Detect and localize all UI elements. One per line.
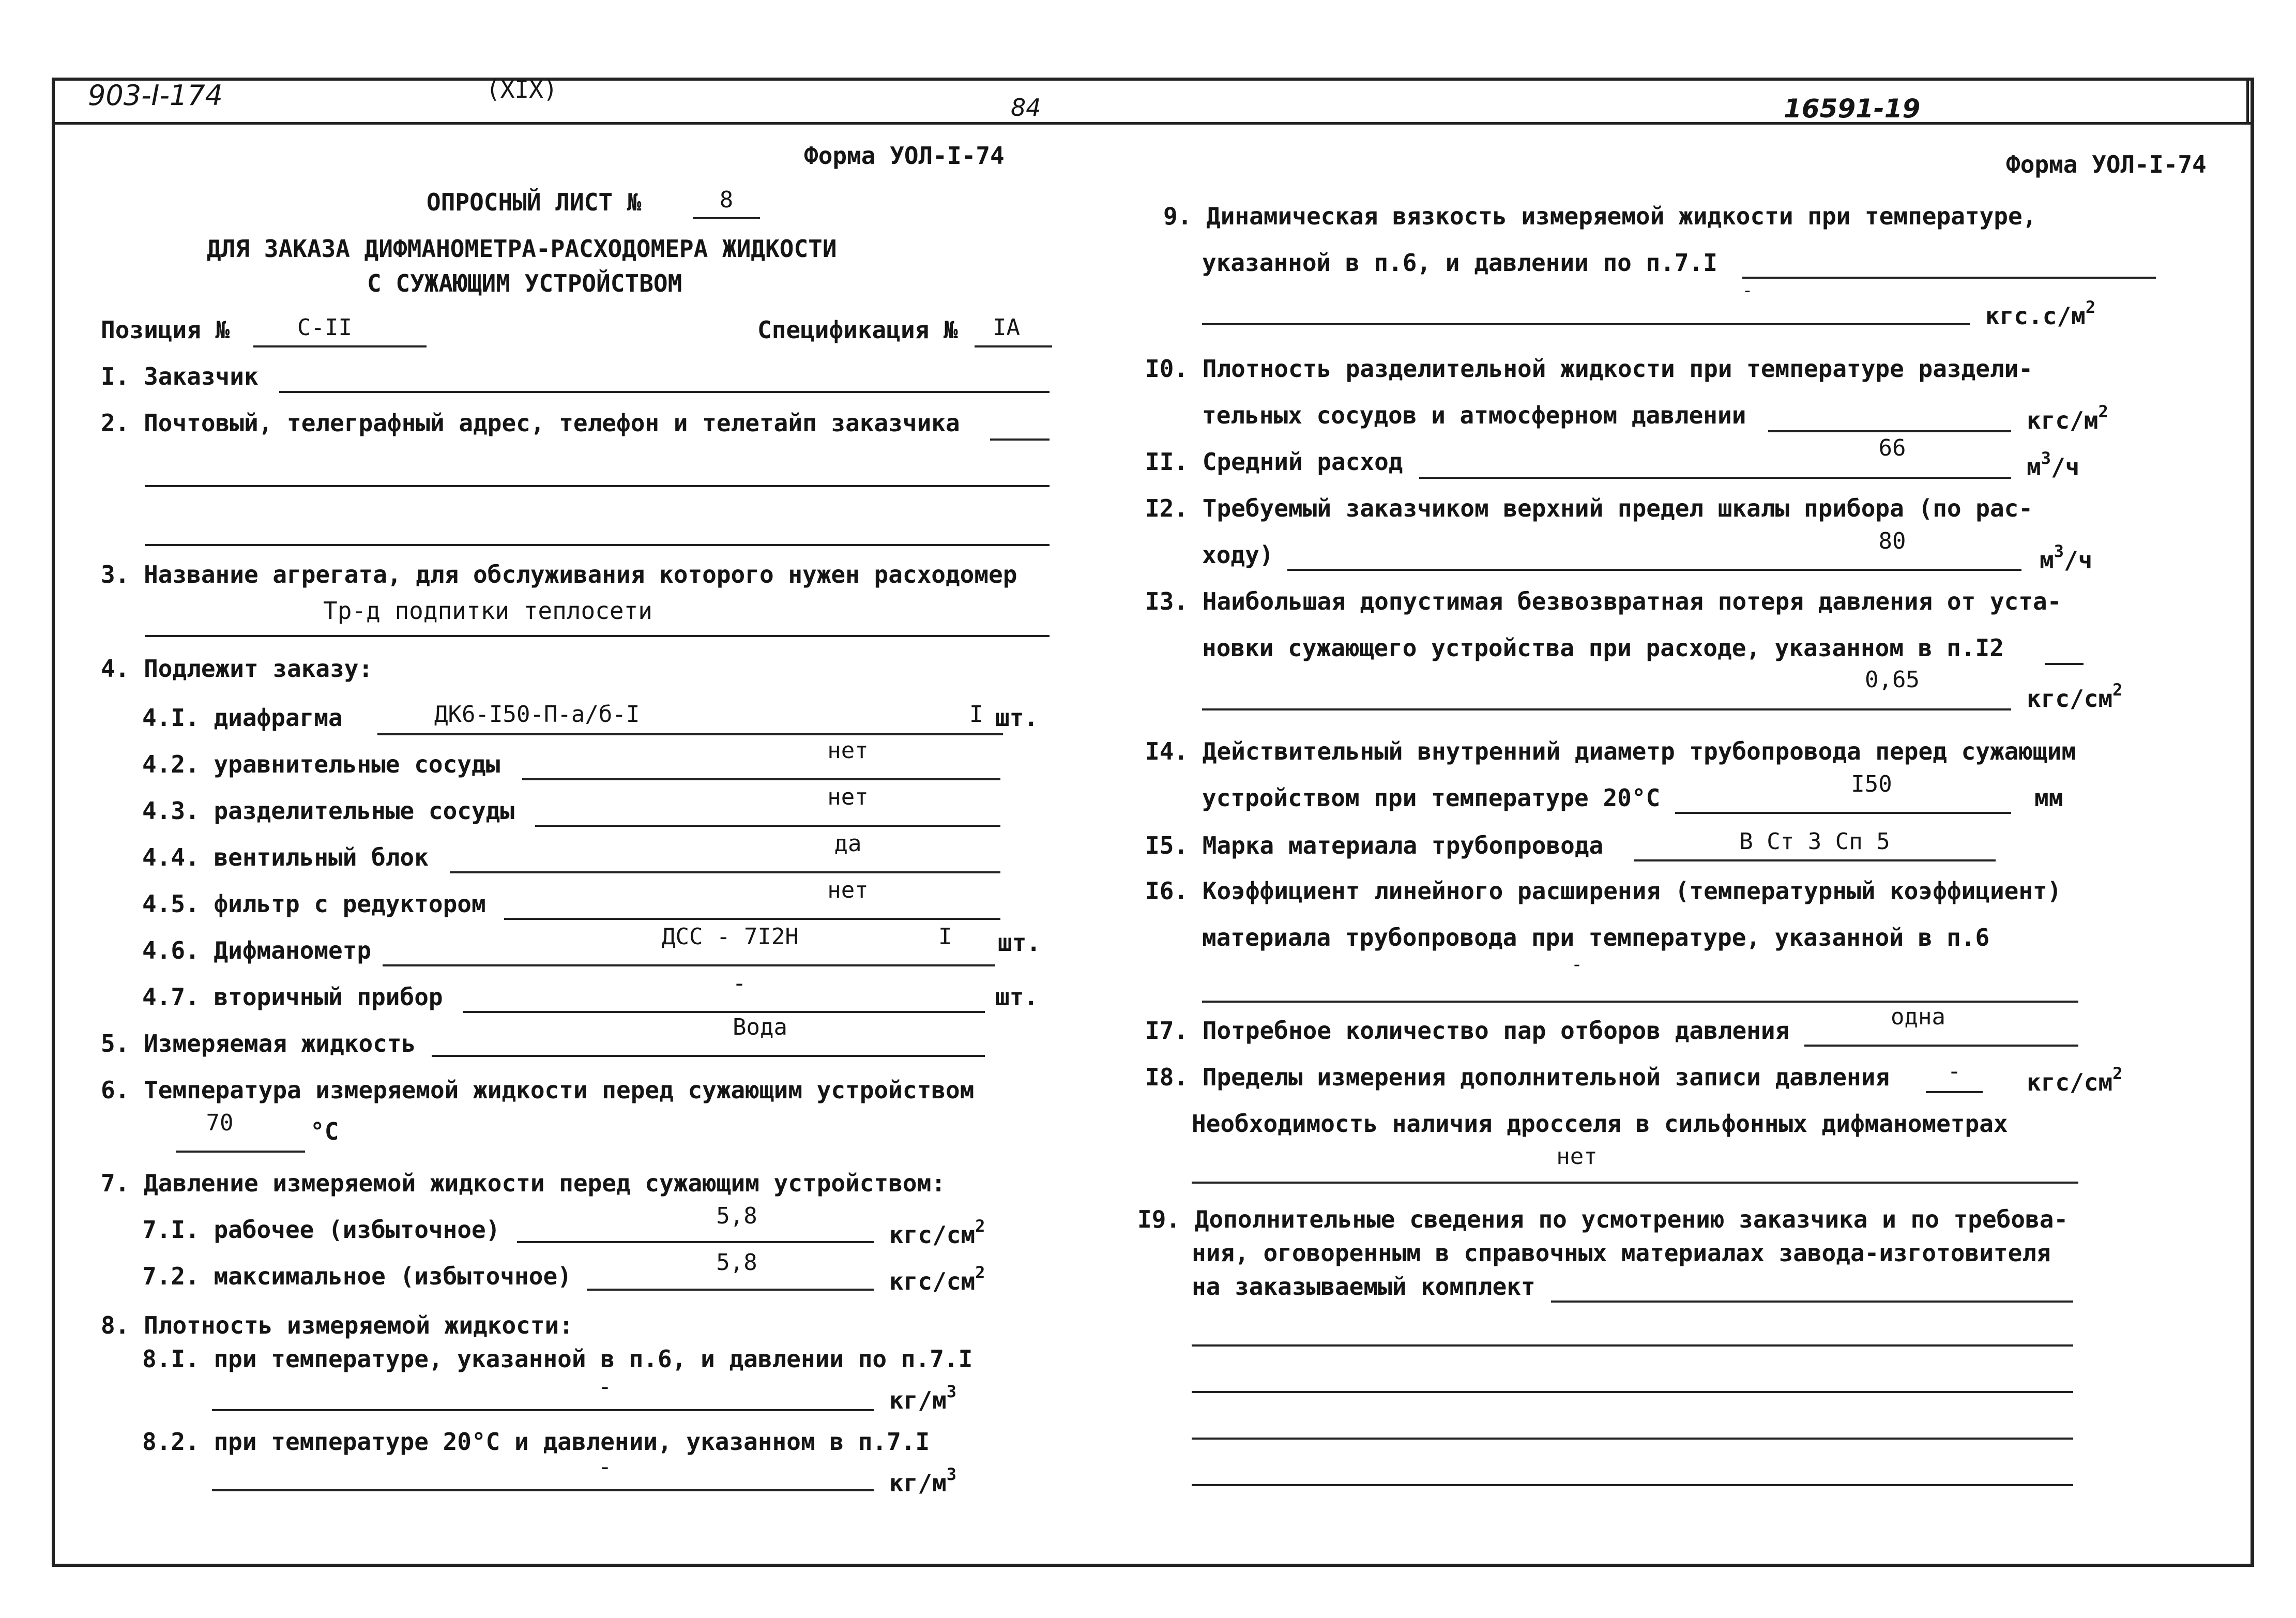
unit-exponent: 2 [975,1216,985,1236]
item-4-5-value: нет [827,877,869,903]
item-4-1-line [377,733,1003,735]
unit-text: м [2040,546,2054,574]
item-6-line [176,1151,305,1153]
unit-exponent: 2 [2098,402,2108,421]
item-4-4-label: 4.4. вентильный блок [142,843,429,871]
item-9-line-b [1202,323,1970,325]
unit-exponent: 2 [2112,1064,2123,1083]
item-11-line [1419,477,2011,479]
item-4-1-qty: I [969,701,983,728]
item-4-6-label: 4.6. Дифманометр [142,936,372,964]
item-15-value: В Ст 3 Сп 5 [1739,828,1890,855]
item-2-line-b [145,485,1050,487]
item-5-line [432,1055,985,1057]
item-4-6-line [383,964,995,966]
item-4-6-qty: I [938,924,952,950]
unit-tail: /ч [2050,453,2080,481]
item-4-3-line [535,825,1000,827]
title-line-2: ДЛЯ ЗАКАЗА ДИФМАНОМЕТРА-РАСХОДОМЕРА ЖИДКОСТИ [207,235,837,263]
item-4-1-value: ДК6-I50-П-а/б-I [434,701,640,728]
item-12-label-a: I2. Требуемый заказчиком верхний предел шкалы прибора (по рас- [1145,494,2033,522]
unit-exponent: 3 [946,1382,957,1401]
item-19-line-d [1192,1438,2073,1440]
item-1-line [279,391,1050,393]
item-3-line [145,635,1050,637]
item-17-label: I7. Потребное количество пар отборов давления [1145,1017,1790,1045]
item-8-2-line [212,1489,874,1491]
item-1-label: I. Заказчик [101,362,259,390]
item-4-5-line [504,918,1000,920]
unit-exponent: 3 [2041,448,2051,468]
item-19-line-a [1551,1301,2073,1303]
item-19-line-c [1192,1391,2073,1393]
unit-text: кгс/см [889,1221,976,1249]
item-14-label-a: I4. Действительный внутренний диаметр трубопровода перед сужающим [1145,737,2076,765]
item-7-2-value: 5,8 [716,1249,757,1276]
item-4-1-unit: шт. [995,704,1039,732]
item-12-unit [2040,543,2092,572]
specification-value: IA [993,314,1020,341]
item-16-line [1202,1001,2078,1003]
item-18-line [1926,1091,1983,1093]
unit-text: кгс/см [2027,1068,2113,1096]
item-13-label-b: новки сужающего устройства при расходе, указанном в п.I2 [1202,634,2004,662]
item-8-1-line [212,1409,874,1411]
item-2-line-c [145,544,1050,546]
item-19-label-b: ния, оговоренным в справочных материалах завода-изготовителя [1192,1239,2051,1267]
item-18-throttle-label: Необходимость наличия дросселя в сильфонных дифманометрах [1192,1110,2008,1138]
unit-tail: /ч [2063,546,2093,574]
item-10-unit [2027,403,2108,432]
item-7-label: 7. Давление измеряемой жидкости перед сужающим устройством: [101,1169,946,1197]
item-4-1-label: 4.I. диафрагма [142,704,343,732]
item-10-label-a: I0. Плотность разделительной жидкости при температуре раздели- [1145,355,2033,383]
item-9-unit [1985,299,2095,328]
item-13-line-a [2045,663,2084,665]
item-4-7-unit: шт. [995,983,1039,1011]
item-18-throttle-value: нет [1556,1143,1598,1170]
item-13-line-b [1202,708,2011,710]
unit-exponent: 3 [2054,541,2064,561]
header-corner-divider [2246,78,2249,122]
title-line-3: С СУЖАЮЩИМ УСТРОЙСТВОМ [367,269,682,297]
unit-text: кгс/м [2027,406,2099,434]
unit-exponent: 2 [2112,680,2123,700]
item-9-label-b: указанной в п.6, и давлении по п.7.I [1202,249,1717,277]
item-18-throttle-line [1192,1182,2078,1184]
item-10-line [1768,430,2011,432]
unit-text: кгс.с/м [1985,302,2086,330]
item-18-value: - [1947,1058,1962,1084]
item-8-2-unit [889,1466,956,1495]
item-8-2-value: - [598,1454,612,1480]
item-2-line-a [990,438,1050,441]
item-3-value: Тр-д подпитки теплосети [323,597,652,625]
item-12-line [1287,569,2021,571]
unit-text: м [2027,453,2041,481]
item-4-7-line [463,1011,985,1013]
item-4-6-unit: шт. [998,929,1041,957]
archive-number: 16591-19 [1784,94,1921,124]
item-4-label: 4. Подлежит заказу: [101,655,373,683]
item-7-2-unit [889,1264,985,1293]
item-5-label: 5. Измеряемая жидкость [101,1030,416,1057]
item-9-value: - [1742,280,1753,301]
item-4-2-line [522,778,1000,780]
item-18-unit [2027,1065,2122,1094]
item-4-2-label: 4.2. уравнительные сосуды [142,750,500,778]
item-19-label-a: I9. Дополнительные сведения по усмотрению заказчика и по требова- [1137,1205,2069,1233]
item-15-label: I5. Марка материала трубопровода [1145,831,1604,859]
section-number: (XIX) [486,75,558,103]
item-4-2-value: нет [827,737,869,764]
item-19-label-c: на заказываемый комплект [1192,1273,1535,1301]
item-18-label: I8. Пределы измерения дополнительной записи давления [1145,1063,1890,1091]
item-13-label-a: I3. Наибольшая допустимая безвозвратная потеря давления от уста- [1145,587,2062,615]
doc-number: 903-I-174 [88,79,223,112]
unit-exponent: 2 [2085,297,2096,317]
item-8-1-unit [889,1383,956,1412]
item-19-line-e [1192,1484,2073,1486]
item-6-label: 6. Температура измеряемой жидкости перед сужающим устройством [101,1076,975,1104]
unit-text: кгс/см [2027,685,2113,713]
item-14-unit: мм [2034,784,2063,812]
item-16-value: - [1571,954,1583,975]
item-14-line [1675,812,2011,814]
unit-text: кг/м [889,1386,947,1414]
item-11-value: 66 [1878,435,1906,461]
position-value: С-II [297,314,352,341]
item-14-label-b: устройством при температуре 20°С [1202,784,1661,812]
item-14-value: I50 [1851,771,1892,797]
title-number-line [693,217,760,219]
unit-text: кг/м [889,1469,947,1497]
item-6-value: 70 [206,1110,234,1136]
item-6-unit: °C [310,1117,339,1145]
title-line-1: ОПРОСНЫЙ ЛИСТ № [427,188,642,216]
item-12-value: 80 [1878,528,1906,554]
item-7-1-value: 5,8 [716,1203,757,1229]
item-17-value: одна [1891,1004,1945,1030]
item-9-line-a [1742,277,2156,279]
position-line [253,345,427,347]
item-4-4-line [450,871,1000,873]
unit-exponent: 2 [975,1263,985,1282]
item-17-line [1804,1045,2078,1047]
item-13-value: 0,65 [1865,667,1920,693]
item-8-1-label: 8.I. при температуре, указанной в п.6, и давлении по п.7.I [142,1345,973,1373]
unit-text: кгс/см [889,1267,976,1295]
item-4-3-value: нет [827,784,869,810]
item-4-7-value: - [732,970,747,996]
item-15-line [1634,859,1996,861]
item-8-2-label: 8.2. при температуре 20°С и давлении, указанном в п.7.I [142,1428,930,1456]
item-8-label: 8. Плотность измеряемой жидкости: [101,1311,573,1339]
item-9-label-a: 9. Динамическая вязкость измеряемой жидкости при температуре, [1163,202,2037,230]
title-number: 8 [719,187,734,213]
item-4-7-label: 4.7. вторичный прибор [142,983,443,1011]
item-4-3-label: 4.3. разделительные сосуды [142,797,515,825]
item-16-label-b: материала трубопровода при температуре, указанной в п.6 [1202,924,1990,951]
item-4-4-value: да [834,830,862,857]
item-7-1-label: 7.I. рабочее (избыточное) [142,1216,500,1244]
item-7-2-label: 7.2. максимальное (избыточное) [142,1262,572,1290]
item-7-2-line [587,1289,874,1291]
item-10-label-b: тельных сосудов и атмосферном давлении [1202,401,1746,429]
specification-label: Спецификация № [757,316,958,344]
form-code-left: Форма УОЛ-I-74 [804,142,1005,170]
item-4-5-label: 4.5. фильтр с редуктором [142,890,486,918]
item-4-6-value: ДСС - 7I2Н [662,924,799,950]
item-2-label: 2. Почтовый, телеграфный адрес, телефон и телетайп заказчика [101,409,960,437]
item-12-label-b: ходу) [1202,541,1274,569]
item-19-line-b [1192,1344,2073,1347]
header-divider [52,122,2254,125]
item-13-unit [2027,680,2123,713]
item-3-label: 3. Название агрегата, для обслуживания которого нужен расходомер [101,561,1017,588]
item-11-label: II. Средний расход [1145,448,1403,476]
item-5-value: Вода [733,1014,787,1040]
item-7-1-unit [889,1218,985,1247]
position-label: Позиция № [101,316,230,344]
unit-exponent: 3 [946,1464,957,1484]
item-8-1-value: - [598,1373,612,1400]
item-16-label-a: I6. Коэффициент линейного расширения (температурный коэффициент) [1145,877,2062,905]
form-code-right: Форма УОЛ-I-74 [2006,150,2207,178]
page-number: 84 [1011,94,1041,122]
item-7-1-line [517,1241,874,1243]
specification-line [975,345,1052,347]
item-11-unit [2027,450,2079,479]
